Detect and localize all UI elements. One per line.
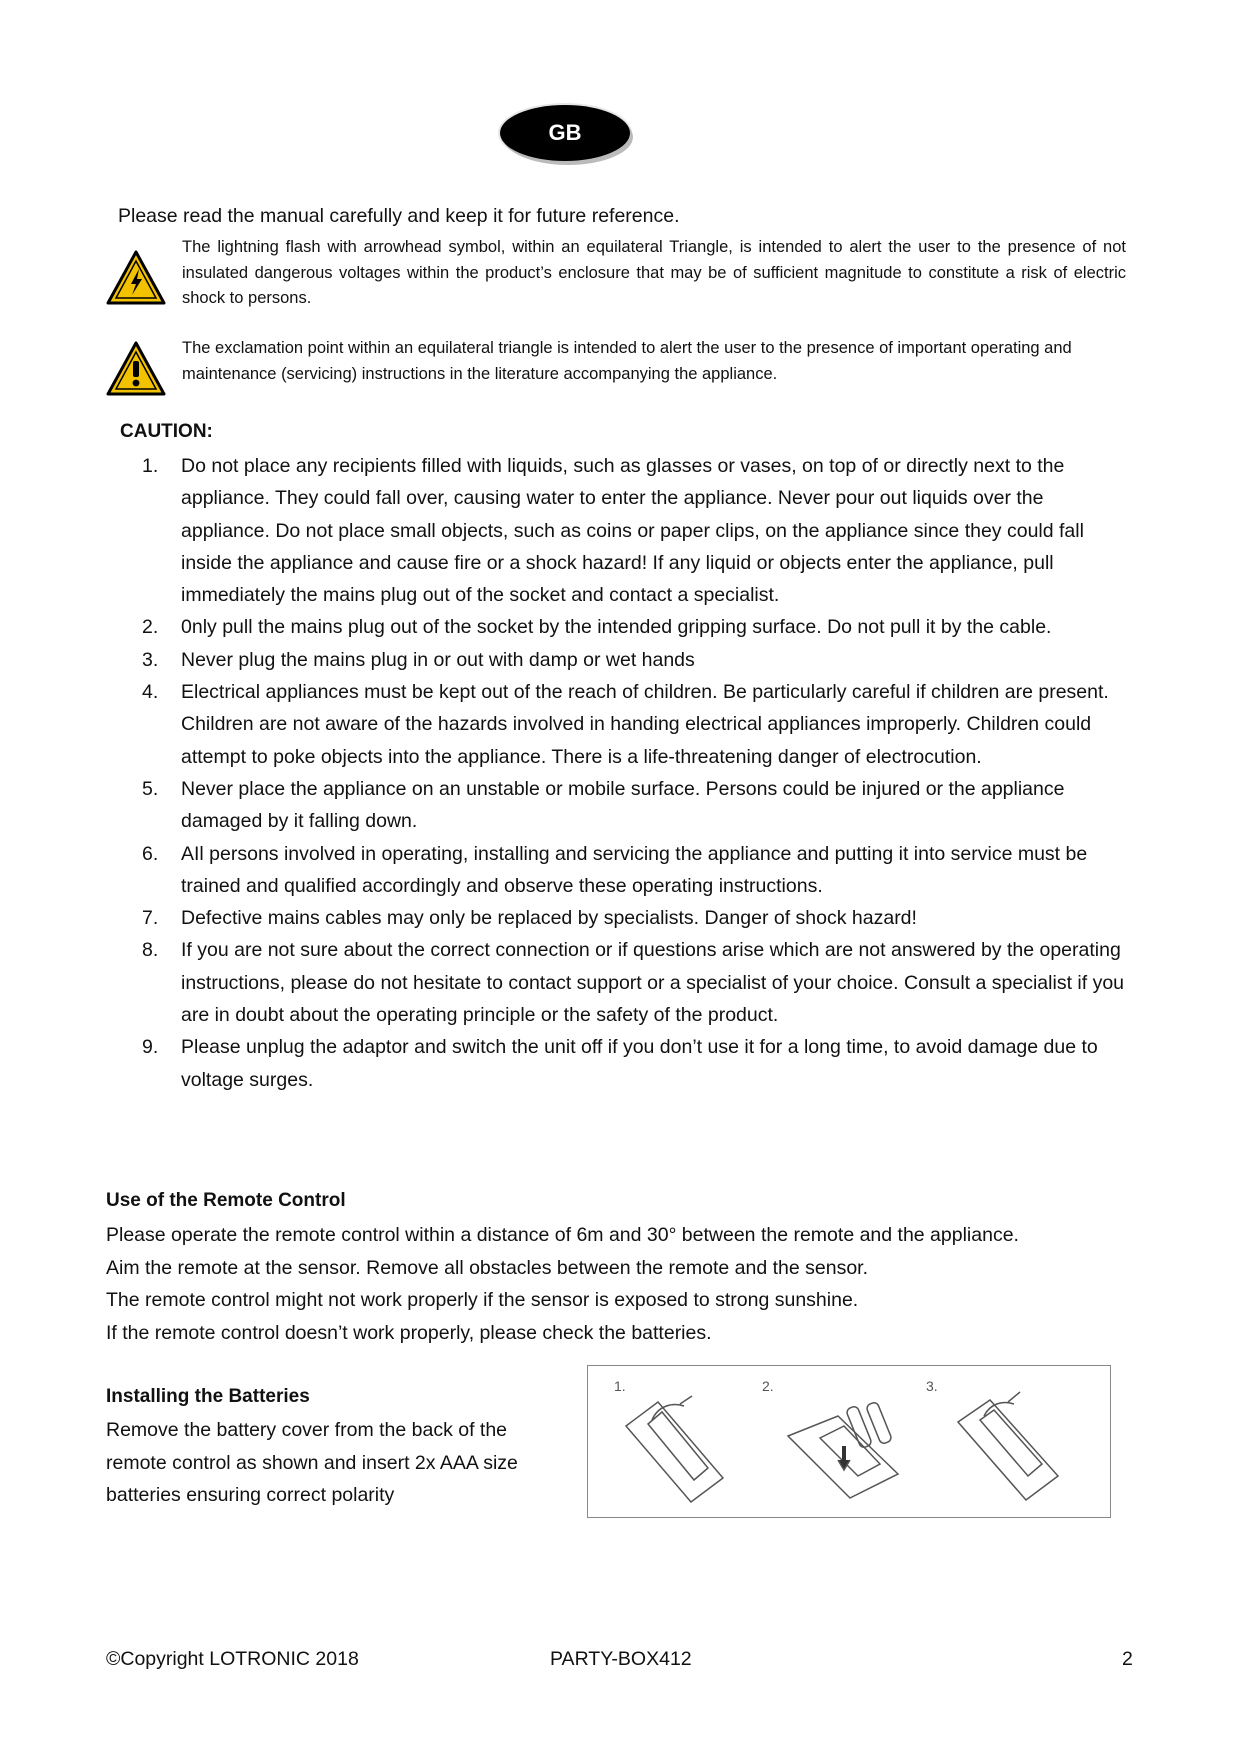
- step-label: 2.: [762, 1378, 774, 1394]
- lightning-warning-icon: [106, 250, 166, 306]
- list-item: 4. Electrical appliances must be kept out of the reach of children. Be particularly careful if children are present. Children are not aware of the hazards involved in handing electrical appliances improperly. Children could attempt to poke objects into the appliance. There is a life-threatening danger of electrocution.: [142, 681, 1109, 768]
- remote-drawings: [588, 1366, 1109, 1516]
- list-item: 2. 0nly pull the mains plug out of the socket by the intended gripping surface. Do not pull it by the cable.: [142, 616, 1052, 639]
- step-label: 1.: [614, 1378, 626, 1394]
- caution-list: [130, 450, 1125, 1096]
- list-item: 8. If you are not sure about the correct connection or if questions arise which are not answered by the operating instructions, please do not hesitate to contact support or a specialist of your choice. Consult a specialist if you are in doubt about the operating principle or the safety of the product.: [142, 939, 1125, 1027]
- remote-paragraph: [106, 1219, 1136, 1349]
- warning-lightning-text: The lightning flash with arrowhead symbol, within an equilateral Triangle, is intended to alert the user to the presence of not insulated dangerous voltages within the product’s enclosure that may be of sufficient magnitude to constitute a risk of electric shock to persons.: [182, 238, 1126, 307]
- step-label: 3.: [926, 1378, 938, 1394]
- footer-copyright: ©Copyright LOTRONIC 2018: [106, 1648, 359, 1670]
- footer-page-number: 2: [1122, 1648, 1133, 1670]
- remote-line: If the remote control doesn’t work properly, please check the batteries.: [106, 1321, 712, 1344]
- remote-line: The remote control might not work properly if the sensor is exposed to strong sunshine.: [106, 1289, 859, 1312]
- remote-line: Aim the remote at the sensor. Remove all obstacles between the remote and the sensor.: [106, 1256, 869, 1279]
- list-item: 5. Never place the appliance on an unstable or mobile surface. Persons could be injured or the appliance damaged by it falling down.: [142, 777, 1065, 833]
- remote-step-3-icon: [958, 1392, 1058, 1500]
- intro-text: Please read the manual carefully and keep it for future reference.: [118, 205, 680, 227]
- list-item: 9. Please unplug the adaptor and switch the unit off if you don’t use it for a long time, to avoid damage due to voltage surges.: [142, 1036, 1098, 1091]
- warning-lightning: [106, 250, 166, 306]
- warning-exclamation-text: The exclamation point within an equilateral triangle is intended to alert the user to the presence of important operating and maintenance (servicing) instructions in the literature accompanying the appliance.: [182, 339, 1072, 383]
- list-item: 3. Never plug the mains plug in or out with damp or wet hands: [142, 648, 695, 671]
- language-badge: GB: [500, 105, 630, 161]
- battery-installation-figure: [587, 1365, 1111, 1518]
- caution-heading: CAUTION:: [120, 421, 213, 442]
- list-item: 1. Do not place any recipients filled with liquids, such as glasses or vases, on top of or directly next to the appliance. They could fall over, causing water to enter the appliance. Never pour out liquids over the appliance. Do not place small objects, such as coins or paper clips, on the appliance since they could fall inside the appliance and cause fire or a shock hazard! If any liquid or objects enter the appliance, pull immediately the mains plug out of the socket and contact a specialist.: [142, 455, 1084, 607]
- list-item: 7. Defective mains cables may only be replaced by specialists. Danger of shock hazard!: [142, 907, 917, 930]
- remote-step-1-icon: [626, 1396, 723, 1502]
- list-item: 6. AIl persons involved in operating, installing and servicing the appliance and putting it into service must be trained and qualified accordingly and observe these operating instructions.: [142, 842, 1088, 897]
- remote-heading: Use of the Remote Control: [106, 1190, 346, 1211]
- remote-step-2-icon: [788, 1401, 898, 1498]
- exclamation-warning-icon: [106, 341, 166, 397]
- remote-line: Please operate the remote control within a distance of 6m and 30° between the remote and the appliance.: [106, 1224, 1019, 1246]
- batteries-heading: Installing the Batteries: [106, 1386, 310, 1407]
- warning-exclamation: [106, 341, 166, 397]
- footer-model: PARTY-BOX412: [550, 1648, 692, 1670]
- batteries-text: Remove the battery cover from the back of the remote control as shown and insert 2x AAA size batteries ensuring correct polarity: [106, 1419, 518, 1507]
